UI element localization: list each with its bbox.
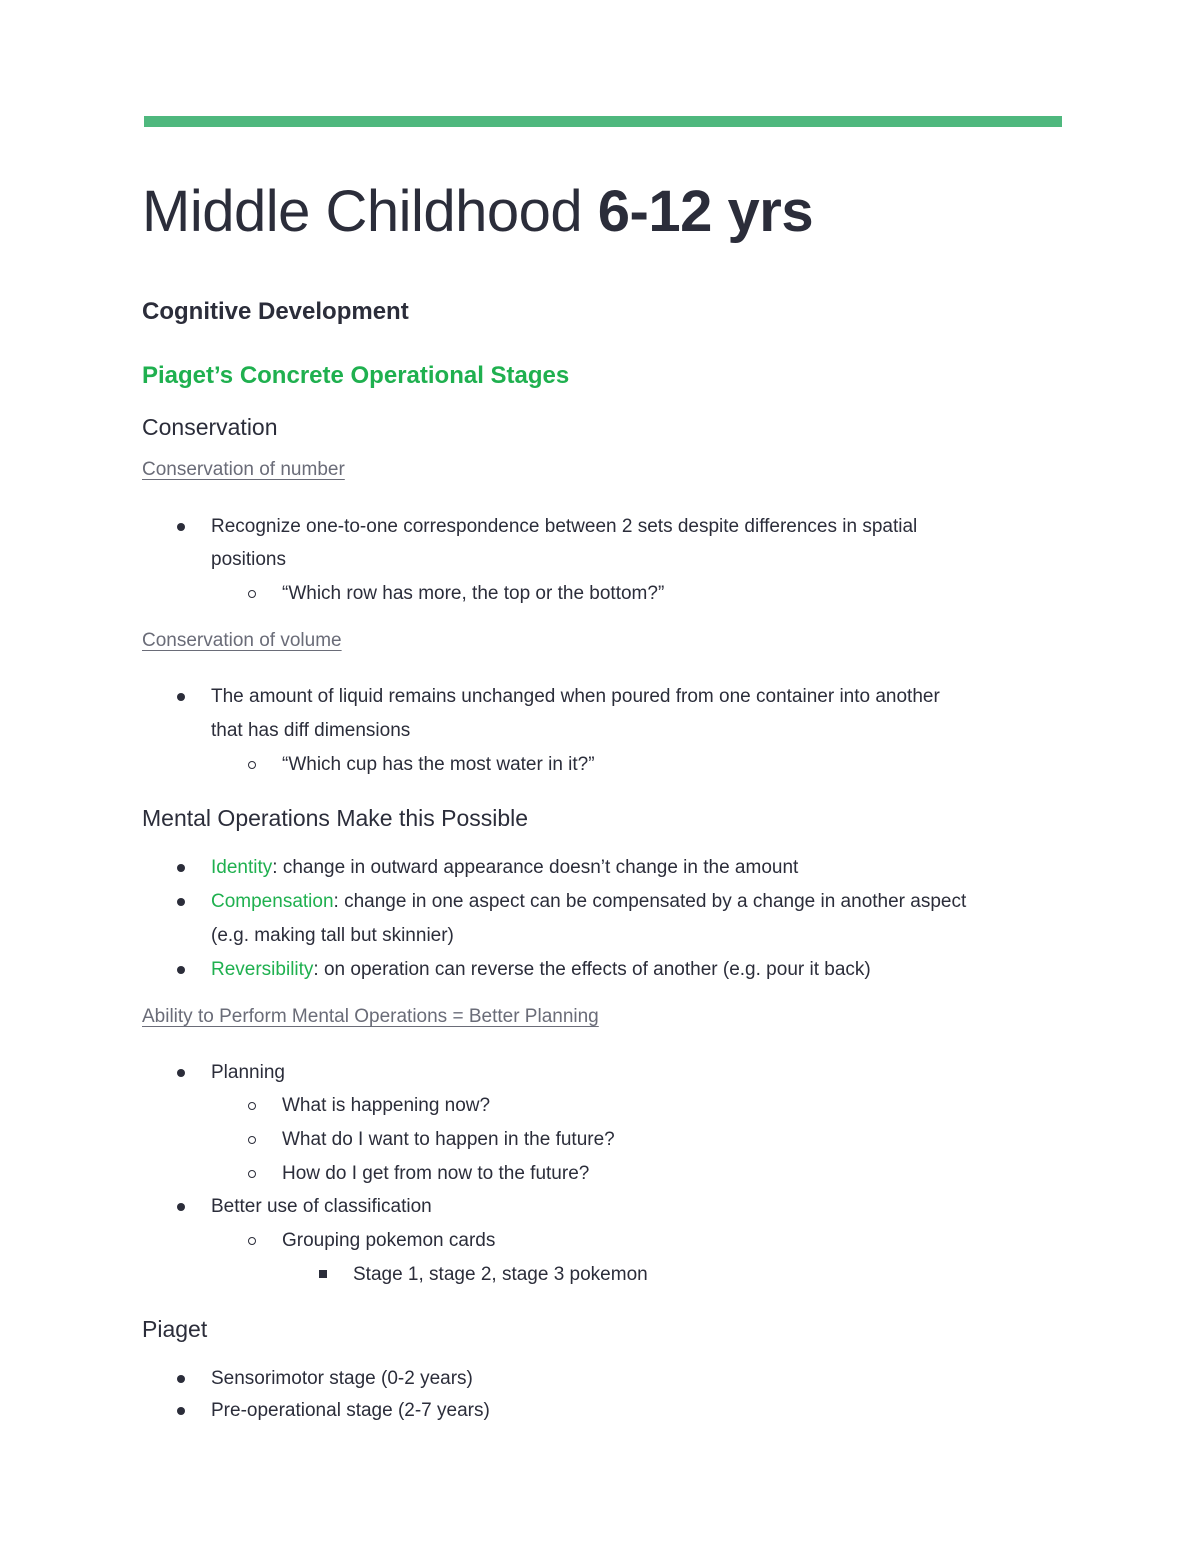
compensation-line2: (e.g. making tall but skinnier) — [211, 925, 454, 946]
identity-text: : change in outward appearance doesn’t change in the amount — [272, 857, 799, 878]
identity-item — [211, 851, 798, 885]
bullet-dot-icon — [177, 864, 185, 872]
bullet-circle-icon — [248, 590, 256, 598]
mental-operations-heading: Mental Operations Make this Possible — [142, 805, 529, 831]
planning-sub-3: How do I get from now to the future? — [282, 1163, 590, 1184]
planning-heading: Ability to Perform Mental Operations = Better Planning — [142, 1006, 599, 1027]
reversibility-term: Reversibility — [211, 959, 314, 980]
conservation-volume-heading: Conservation of volume — [142, 630, 342, 651]
volume-bullet-line2: that has diff dimensions — [211, 720, 411, 741]
piaget-item-1: Sensorimotor stage (0-2 years) — [211, 1368, 473, 1389]
reversibility-item — [211, 953, 871, 987]
conservation-heading: Conservation — [142, 414, 278, 440]
conservation-number-heading: Conservation of number — [142, 459, 345, 480]
bullet-dot-icon — [177, 1375, 185, 1383]
title-main: Middle Childhood — [142, 179, 583, 244]
bullet-dot-icon — [177, 898, 185, 906]
subsection-heading: Piaget’s Concrete Operational Stages — [142, 362, 570, 389]
grouping-item: Grouping pokemon cards — [282, 1230, 496, 1251]
planning-item: Planning — [211, 1062, 285, 1083]
compensation-term: Compensation — [211, 891, 334, 912]
planning-sub-1: What is happening now? — [282, 1095, 491, 1116]
stages-item: Stage 1, stage 2, stage 3 pokemon — [353, 1264, 648, 1285]
compensation-item — [211, 885, 966, 919]
bullet-dot-icon — [177, 966, 185, 974]
bullet-circle-icon — [248, 1237, 256, 1245]
section-heading: Cognitive Development — [142, 298, 409, 325]
number-question: “Which row has more, the top or the bottom?” — [282, 583, 665, 604]
number-bullet-line1: Recognize one-to-one correspondence between 2 sets despite differences in spatial — [211, 516, 918, 537]
bullet-circle-icon — [248, 1102, 256, 1110]
bullet-circle-icon — [248, 761, 256, 769]
number-bullet-line2: positions — [211, 549, 286, 570]
classification-item: Better use of classification — [211, 1196, 432, 1217]
document-title — [142, 176, 813, 248]
header-rule — [144, 116, 1062, 127]
piaget-item-2: Pre-operational stage (2-7 years) — [211, 1400, 490, 1421]
volume-question: “Which cup has the most water in it?” — [282, 754, 595, 775]
bullet-dot-icon — [177, 693, 185, 701]
identity-term: Identity — [211, 857, 273, 878]
piaget-heading: Piaget — [142, 1316, 208, 1342]
planning-sub-2: What do I want to happen in the future? — [282, 1129, 615, 1150]
bullet-square-icon — [319, 1270, 327, 1278]
bullet-dot-icon — [177, 1407, 185, 1415]
bullet-dot-icon — [177, 1203, 185, 1211]
title-age-range: 6-12 yrs — [597, 179, 814, 244]
compensation-text: : change in one aspect can be compensated by a change in another aspect — [333, 891, 967, 912]
volume-bullet-line1: The amount of liquid remains unchanged when poured from one container into another — [211, 686, 940, 707]
reversibility-text: : on operation can reverse the effects of another (e.g. pour it back) — [313, 959, 871, 980]
bullet-circle-icon — [248, 1136, 256, 1144]
bullet-circle-icon — [248, 1170, 256, 1178]
bullet-dot-icon — [177, 1069, 185, 1077]
bullet-dot-icon — [177, 523, 185, 531]
